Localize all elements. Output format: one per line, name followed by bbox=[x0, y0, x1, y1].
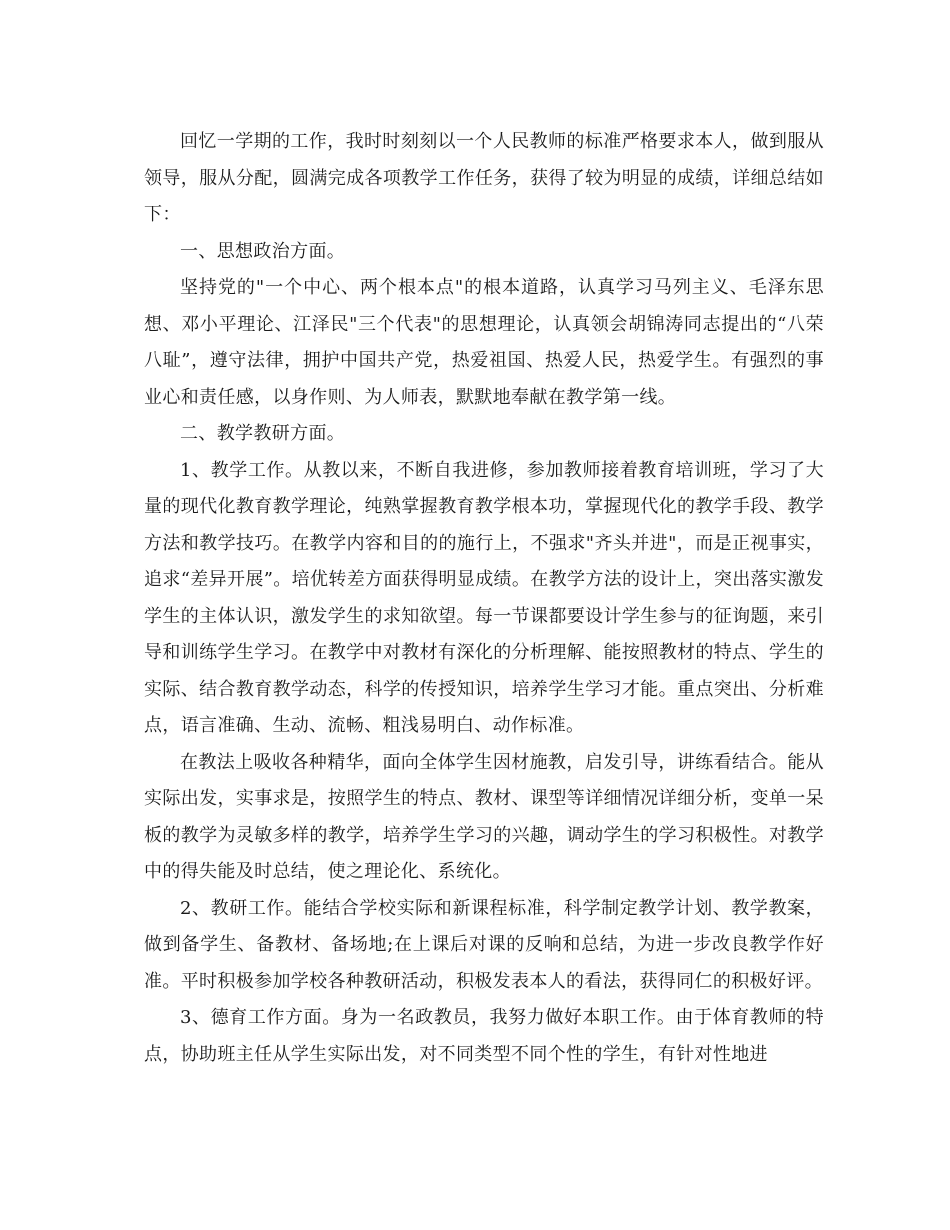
paragraph-teaching-methods: 在教法上吸收各种精华，面向全体学生因材施教，启发引导，讲练看结合。能从实际出发，实事求是，按照学生的特点、教材、课型等详细情况详细分析，变单一呆板的教学为灵敏多样的教学，培养学生学习的兴趣，调动学生的学习积极性。对教学中的得失能及时总结，使之理论化、系统化。 bbox=[144, 751, 824, 882]
paragraph-intro: 回忆一学期的工作，我时时刻刻以一个人民教师的标准严格要求本人，做到服从领导，服从分配，圆满完成各项教学工作任务，获得了较为明显的成绩，详细总结如下： bbox=[144, 131, 824, 225]
paragraph-moral-education: 3、德育工作方面。身为一名政教员，我努力做好本职工作。由于体育教师的特点，协助班主任从学生实际出发，对不同类型不同个性的学生，有针对性地进 bbox=[144, 1007, 824, 1065]
heading-ideology-politics: 一、思想政治方面。 bbox=[180, 240, 346, 262]
document-body bbox=[144, 124, 824, 1073]
paragraph-teaching-work: 1、教学工作。从教以来，不断自我进修，参加教师接着教育培训班，学习了大量的现代化教育教学理论，纯熟掌握教育教学根本功，掌握现代化的教学手段、教学方法和教学技巧。在教学内容和目的的施行上，不强求"齐头并进"，而是正视事实，追求“差异开展”。培优转差方面获得明显成绩。在教学方法的设计上，突出落实激发学生的主体认识，激发学生的求知欲望。每一节课都要设计学生参与的征询题，来引导和训练学生学习。在教学中对教材有深化的分析理解、能按照教材的特点、学生的实际、结合教育教学动态，科学的传授知识，培养学生学习才能。重点突出、分析难点，语言准确、生动、流畅、粗浅易明白、动作标准。 bbox=[144, 459, 824, 736]
heading-teaching-research: 二、教学教研方面。 bbox=[180, 423, 346, 444]
paragraph-ideology-politics: 坚持党的"一个中心、两个根本点"的根本道路，认真学习马列主义、毛泽东思想、邓小平理论、江泽民"三个代表"的思想理论，认真领会胡锦涛同志提出的“八荣八耻”，遵守法律，拥护中国共产党，热爱祖国、热爱人民，热爱学生。有强烈的事业心和责任感，以身作则、为人师表，默默地奉献在教学第一线。 bbox=[144, 277, 824, 408]
paragraph-research-work: 2、教研工作。能结合学校实际和新课程标准，科学制定教学计划、教学教案，做到备学生、备教材、备场地;在上课后对课的反响和总结，为进一步改良教学作好准。平时积极参加学校各种教研活动，积极发表本人的看法，获得同仁的积极好评。 bbox=[144, 897, 824, 992]
